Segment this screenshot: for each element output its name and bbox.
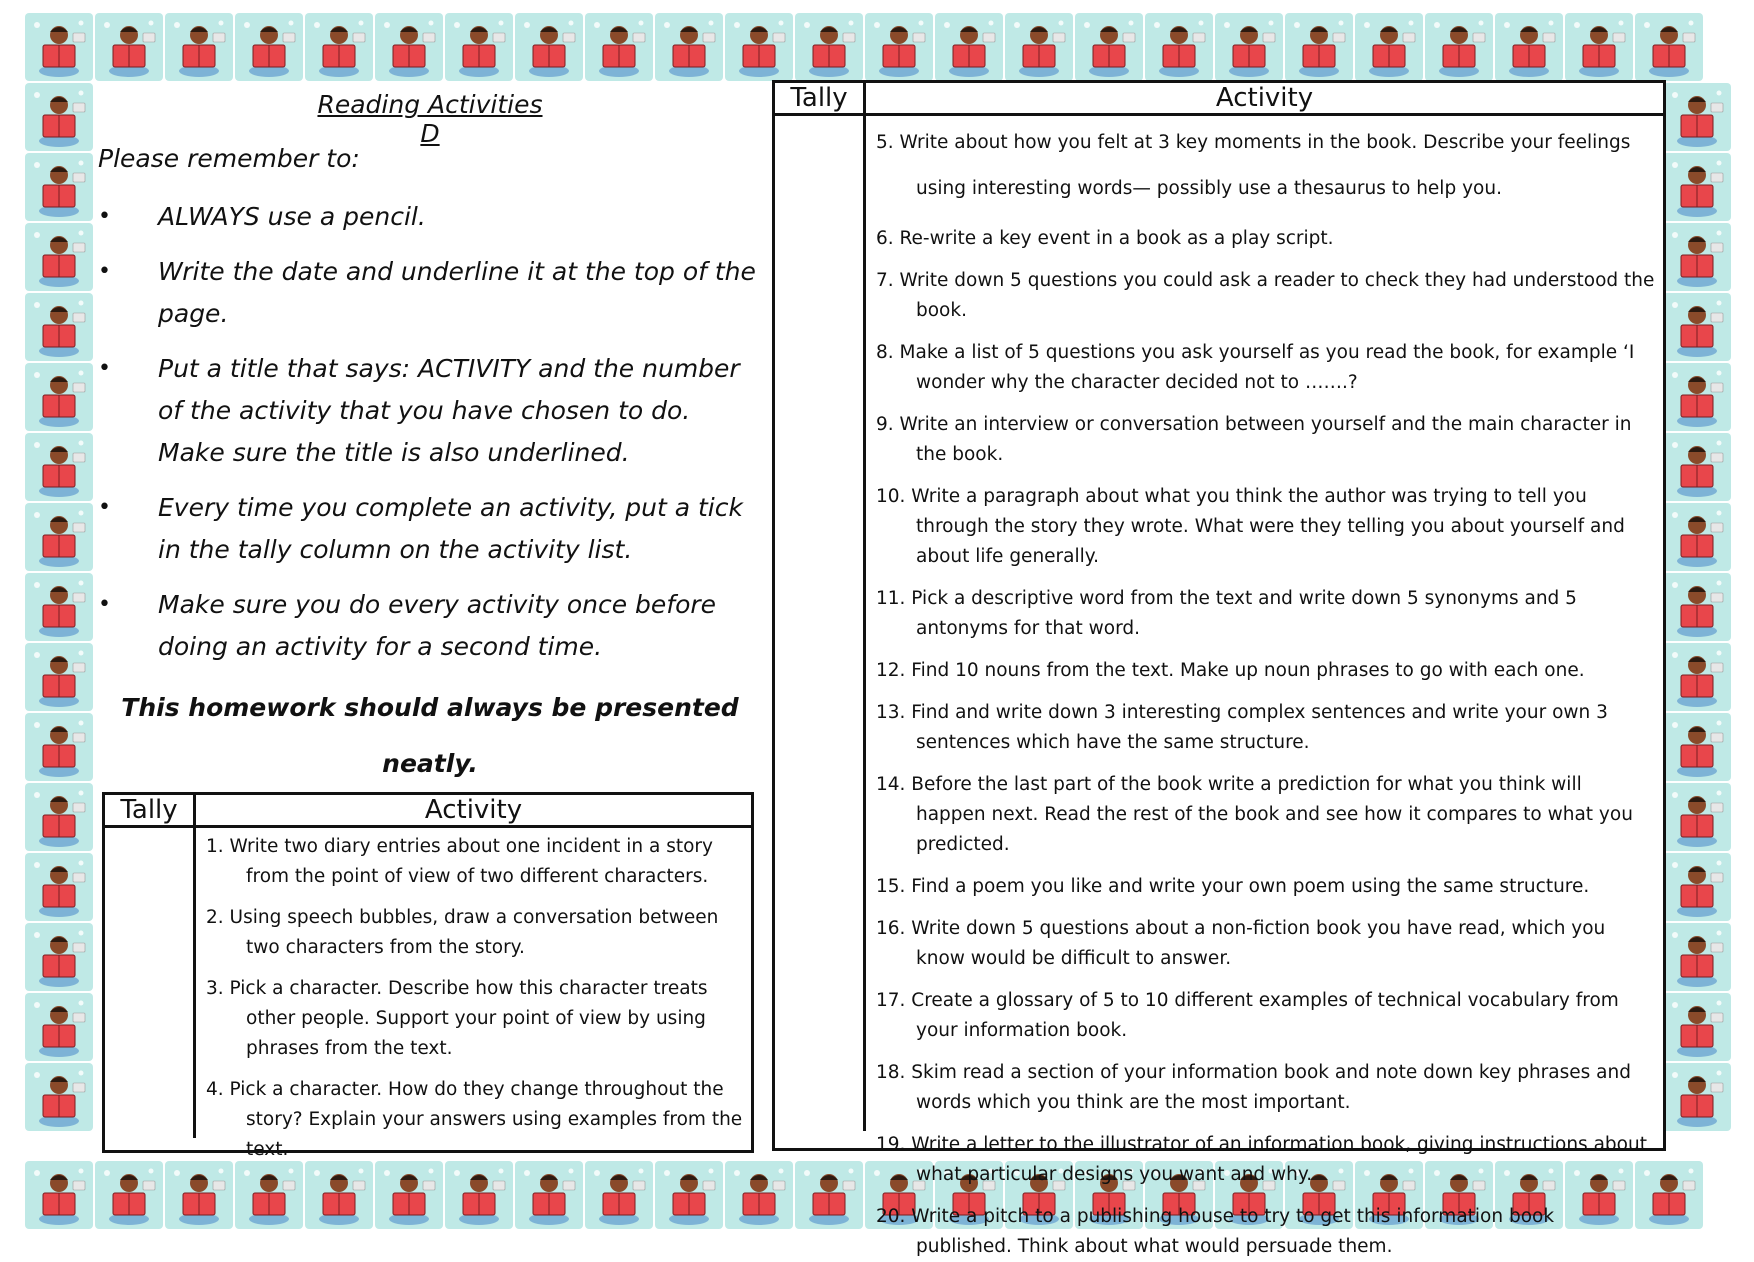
rule-item: • Make sure you do every activity once before doing an activity for a second time. — [98, 584, 763, 668]
decorative-border-top — [24, 12, 1730, 82]
child-reading-book-icon — [95, 13, 163, 81]
child-reading-book-icon — [25, 363, 93, 431]
table-header — [775, 83, 1663, 116]
child-reading-book-icon — [1663, 363, 1731, 431]
decorative-border-right — [1662, 82, 1734, 1160]
tally-header: Tally — [775, 83, 866, 113]
rules-list — [98, 196, 763, 681]
remember-label: Please remember to: — [98, 144, 360, 173]
child-reading-book-icon — [935, 13, 1003, 81]
activity-item: 18. Skim read a section of your information book and note down key phrases and words which you think are the most important. — [876, 1062, 1631, 1113]
activity-item: 16. Write down 5 questions about a non-fiction book you have read, which you know would be difficult to answer. — [876, 918, 1606, 969]
child-reading-book-icon — [655, 1161, 723, 1229]
activity-item: 14. Before the last part of the book write a prediction for what you think will happen next. Read the rest of the book and see how it compares to what you predicted. — [876, 774, 1633, 855]
child-reading-book-icon — [1663, 293, 1731, 361]
activity-item: 7. Write down 5 questions you could ask a reader to check they had understood the book. — [876, 270, 1655, 321]
child-reading-book-icon — [795, 13, 863, 81]
table-body — [775, 116, 1663, 1257]
child-reading-book-icon — [25, 433, 93, 501]
child-reading-book-icon — [1565, 13, 1633, 81]
child-reading-book-icon — [585, 13, 653, 81]
child-reading-book-icon — [25, 83, 93, 151]
child-reading-book-icon — [235, 13, 303, 81]
rule-item: • ALWAYS use a pencil. — [98, 196, 763, 238]
activity-table-1-4 — [102, 792, 754, 1160]
decorative-border-left — [24, 82, 96, 1160]
child-reading-book-icon — [1075, 13, 1143, 81]
page-title: Reading Activities D — [317, 90, 543, 148]
bullet-icon: • — [98, 356, 111, 381]
child-reading-book-icon — [25, 783, 93, 851]
table-body — [105, 828, 751, 1160]
child-reading-book-icon — [25, 643, 93, 711]
child-reading-book-icon — [1663, 783, 1731, 851]
child-reading-book-icon — [25, 153, 93, 221]
child-reading-book-icon — [725, 1161, 793, 1229]
child-reading-book-icon — [25, 993, 93, 1061]
activity-header: Activity — [424, 795, 523, 825]
activity-item: 2. Using speech bubbles, draw a conversation between two characters from the story. — [206, 907, 719, 958]
child-reading-book-icon — [375, 1161, 443, 1229]
homework-note: This homework should always be presented neatly. — [121, 693, 739, 778]
child-reading-book-icon — [1215, 13, 1283, 81]
child-reading-book-icon — [1005, 13, 1073, 81]
activity-item: 5. Write about how you felt at 3 key moments in the book. Describe your feelings using interesting words— possibly use a thesaurus to help you. — [876, 132, 1631, 199]
child-reading-book-icon — [25, 853, 93, 921]
activity-item: 9. Write an interview or conversation between yourself and the main character in the book. — [876, 414, 1632, 465]
child-reading-book-icon — [1663, 223, 1731, 291]
child-reading-book-icon — [1285, 13, 1353, 81]
activity-item: 12. Find 10 nouns from the text. Make up noun phrases to go with each one. — [876, 660, 1585, 681]
child-reading-book-icon — [1663, 433, 1731, 501]
child-reading-book-icon — [585, 1161, 653, 1229]
child-reading-book-icon — [865, 13, 933, 81]
activity-item: 19. Write a letter to the illustrator of an information book, giving instructions about what particular designs you want and why. — [876, 1134, 1647, 1185]
activity-header: Activity — [1215, 83, 1314, 113]
child-reading-book-icon — [25, 573, 93, 641]
child-reading-book-icon — [25, 503, 93, 571]
child-reading-book-icon — [515, 1161, 583, 1229]
child-reading-book-icon — [25, 223, 93, 291]
rule-item: • Write the date and underline it at the top of the page. — [98, 251, 763, 335]
activity-item: 15. Find a poem you like and write your own poem using the same structure. — [876, 876, 1590, 897]
child-reading-book-icon — [25, 293, 93, 361]
child-reading-book-icon — [1663, 713, 1731, 781]
child-reading-book-icon — [1663, 503, 1731, 571]
child-reading-book-icon — [25, 1063, 93, 1131]
child-reading-book-icon — [25, 923, 93, 991]
activity-item: 13. Find and write down 3 interesting complex sentences and write your own 3 sentences which have the same structure. — [876, 702, 1608, 753]
child-reading-book-icon — [1663, 83, 1731, 151]
child-reading-book-icon — [25, 13, 93, 81]
activity-item: 8. Make a list of 5 questions you ask yourself as you read the book, for example ‘I wonder why the character decided not to …….? — [876, 342, 1635, 393]
child-reading-book-icon — [95, 1161, 163, 1229]
activity-item: 20. Write a pitch to a publishing house to try to get this information book published. Think about what would persuade them. — [876, 1206, 1555, 1257]
activity-item: 10. Write a paragraph about what you think the author was trying to tell you through the story they wrote. What were they telling you about yourself and about life generally. — [876, 486, 1625, 567]
activity-item: 1. Write two diary entries about one incident in a story from the point of view of two different characters. — [206, 836, 713, 887]
child-reading-book-icon — [1663, 1063, 1731, 1131]
activity-item: 6. Re-write a key event in a book as a play script. — [876, 228, 1334, 249]
bullet-icon: • — [98, 259, 111, 284]
child-reading-book-icon — [1663, 643, 1731, 711]
activity-table-5-20 — [772, 80, 1666, 1257]
child-reading-book-icon — [305, 1161, 373, 1229]
rule-item: • Every time you complete an activity, put a tick in the tally column on the activity list. — [98, 487, 763, 571]
child-reading-book-icon — [795, 1161, 863, 1229]
bullet-icon: • — [98, 204, 111, 229]
child-reading-book-icon — [165, 13, 233, 81]
child-reading-book-icon — [1663, 923, 1731, 991]
child-reading-book-icon — [1495, 13, 1563, 81]
activity-item: 11. Pick a descriptive word from the text and write down 5 synonyms and 5 antonyms for that word. — [876, 588, 1577, 639]
child-reading-book-icon — [655, 13, 723, 81]
child-reading-book-icon — [1663, 153, 1731, 221]
activity-column — [196, 828, 751, 1160]
child-reading-book-icon — [1355, 13, 1423, 81]
activity-item: 17. Create a glossary of 5 to 10 different examples of technical vocabulary from your information book. — [876, 990, 1619, 1041]
child-reading-book-icon — [235, 1161, 303, 1229]
child-reading-book-icon — [515, 13, 583, 81]
child-reading-book-icon — [445, 13, 513, 81]
tally-header: Tally — [105, 795, 196, 825]
child-reading-book-icon — [305, 13, 373, 81]
child-reading-book-icon — [1635, 13, 1703, 81]
activity-column — [866, 116, 1663, 1257]
child-reading-book-icon — [25, 713, 93, 781]
tally-column[interactable] — [105, 828, 196, 1138]
child-reading-book-icon — [165, 1161, 233, 1229]
child-reading-book-icon — [1663, 993, 1731, 1061]
child-reading-book-icon — [445, 1161, 513, 1229]
child-reading-book-icon — [375, 13, 443, 81]
tally-column[interactable] — [775, 116, 866, 1131]
activity-item: 4. Pick a character. How do they change throughout the story? Explain your answers using examples from the text. — [206, 1079, 743, 1160]
bullet-icon: • — [98, 495, 111, 520]
rule-item: • Put a title that says: ACTIVITY and the number of the activity that you have chosen to do. Make sure the title is also underlined. — [98, 348, 763, 474]
bullet-icon: • — [98, 592, 111, 617]
child-reading-book-icon — [1145, 13, 1213, 81]
child-reading-book-icon — [1425, 13, 1493, 81]
child-reading-book-icon — [25, 1161, 93, 1229]
child-reading-book-icon — [725, 13, 793, 81]
activity-item: 3. Pick a character. Describe how this character treats other people. Support your point of view by using phrases from the text. — [206, 978, 708, 1059]
table-header — [105, 795, 751, 828]
child-reading-book-icon — [1663, 853, 1731, 921]
child-reading-book-icon — [1663, 573, 1731, 641]
